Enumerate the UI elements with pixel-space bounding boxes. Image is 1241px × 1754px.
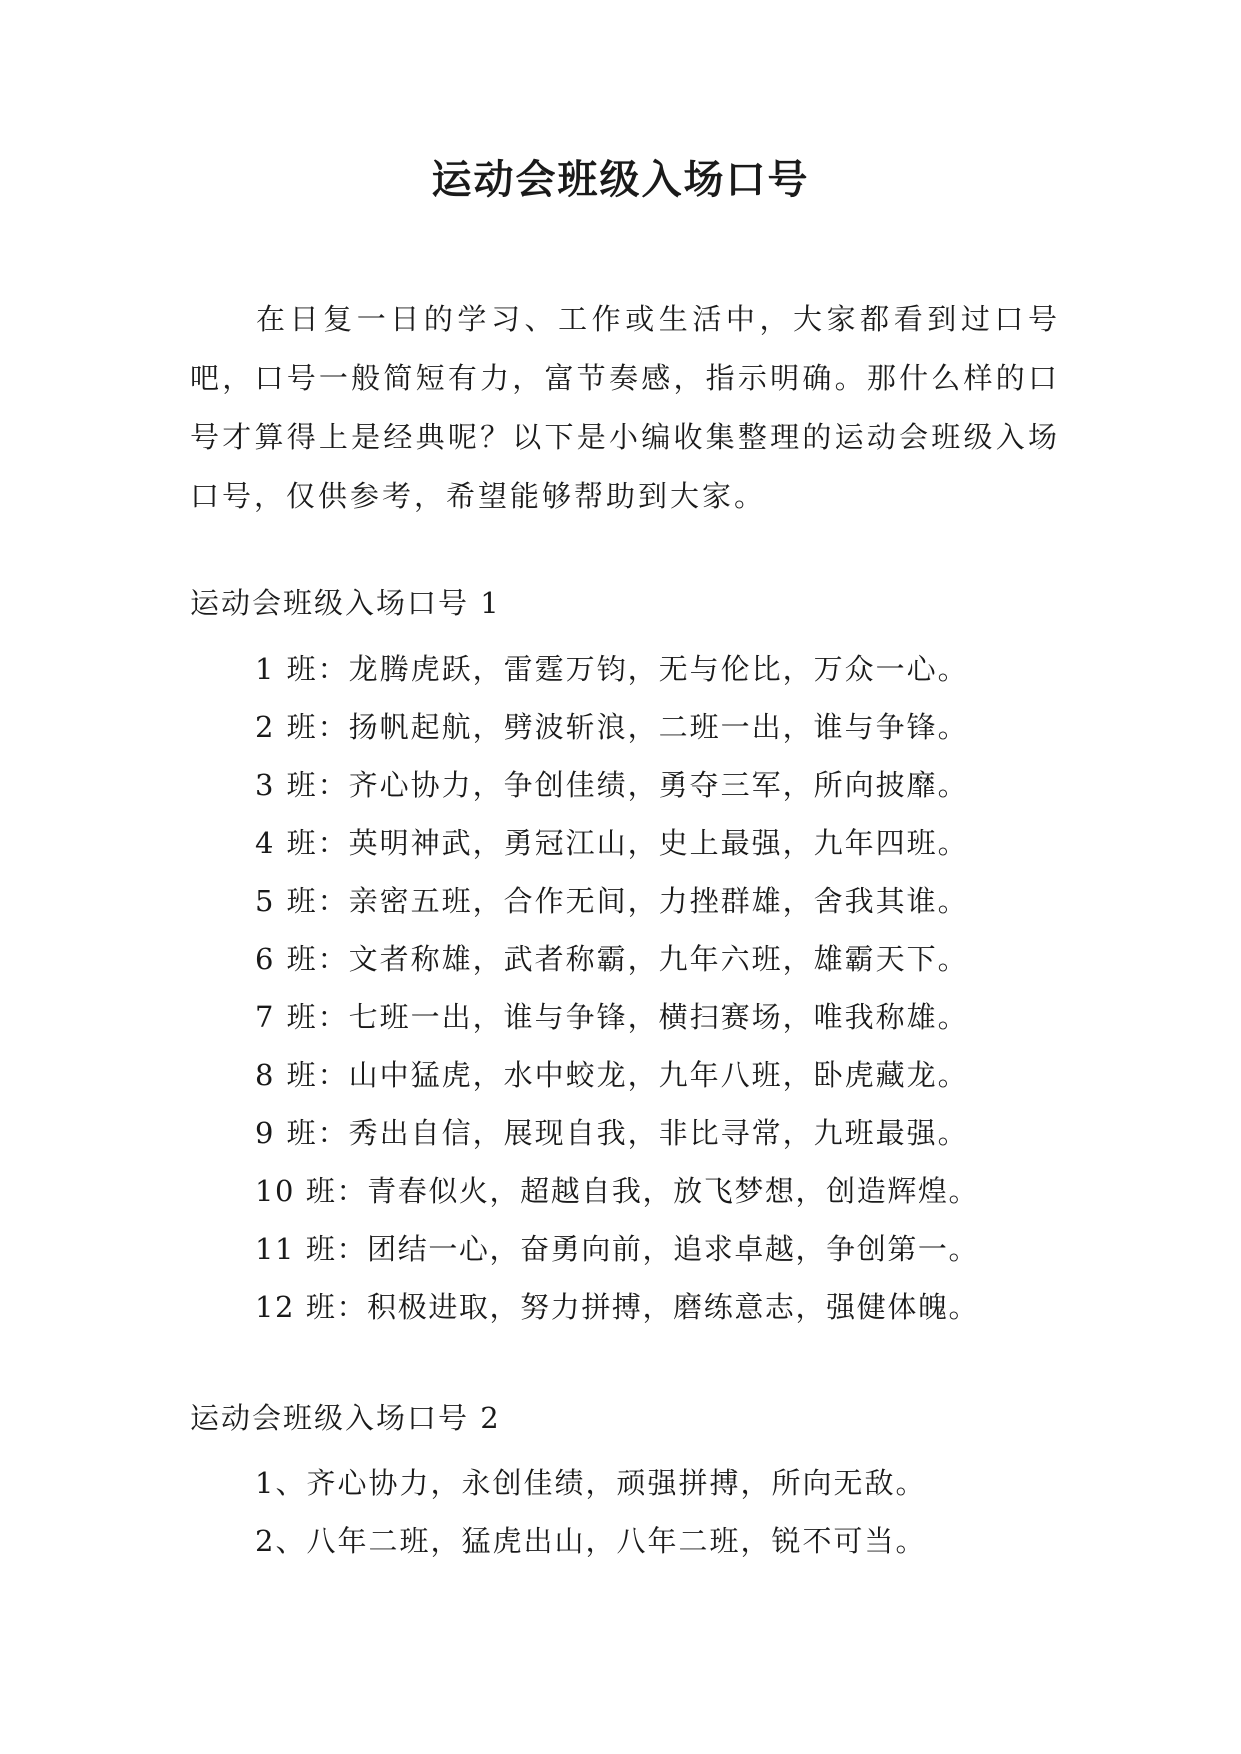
list-item: 8 班：山中猛虎，水中蛟龙，九年八班，卧虎藏龙。 [255,1058,969,1092]
list-item: 3 班：齐心协力，争创佳绩，勇夺三军，所向披靡。 [255,768,969,802]
document-title: 运动会班级入场口号 [431,156,810,203]
intro-paragraph: 在日复一日的学习、工作或生活中，大家都看到过口号吧，口号一般简短有力，富节奏感，指示明确。那什么样的口号才算得上是经典呢？以下是小编收集整理的运动会班级入场口号，仅供参考，希望能够帮助到大家。 [190,302,1060,513]
list-item: 12 班：积极进取，努力拼搏，磨练意志，强健体魄。 [255,1290,980,1324]
section-heading-2: 运动会班级入场口号 2 [190,1401,501,1435]
list-item: 2 班：扬帆起航，劈波斩浪，二班一出，谁与争锋。 [255,710,969,744]
section-heading-1: 运动会班级入场口号 1 [190,586,501,620]
list-item: 6 班：文者称雄，武者称霸，九年六班，雄霸天下。 [255,942,969,976]
slogan-list-2 [255,1454,1075,1570]
list-item: 11 班：团结一心，奋勇向前，追求卓越，争创第一。 [255,1232,980,1266]
list-item: 1 班：龙腾虎跃，雷霆万钧，无与伦比，万众一心。 [255,652,969,686]
slogan-list-1 [255,640,1075,1336]
list-item: 2、八年二班，猛虎出山，八年二班，锐不可当。 [255,1524,927,1558]
list-item: 4 班：英明神武，勇冠江山，史上最强，九年四班。 [255,826,969,860]
list-item: 10 班：青春似火，超越自我，放飞梦想，创造辉煌。 [255,1174,980,1208]
list-item: 1、齐心协力，永创佳绩，顽强拼搏，所向无敌。 [255,1466,927,1500]
list-item: 9 班：秀出自信，展现自我，非比寻常，九班最强。 [255,1116,969,1150]
list-item: 7 班：七班一出，谁与争锋，横扫赛场，唯我称雄。 [255,1000,969,1034]
list-item: 5 班：亲密五班，合作无间，力挫群雄，舍我其谁。 [255,884,969,918]
